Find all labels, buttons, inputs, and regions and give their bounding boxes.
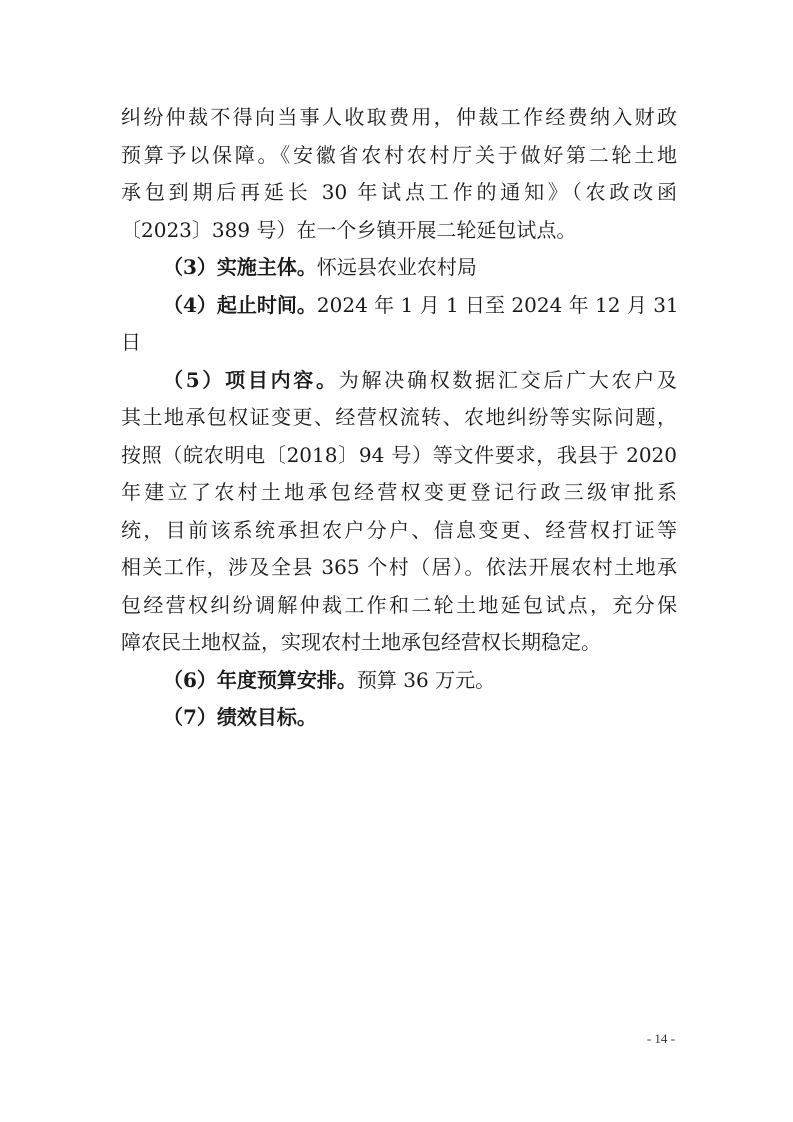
line-text: 怀远县农业农村局 <box>316 255 477 279</box>
section-heading: （4）起止时间。 <box>163 292 317 317</box>
paragraph-line <box>121 212 677 250</box>
line-text: 纠纷仲裁不得向当事人收取费用，仲裁工作经费纳入财政 <box>121 105 677 129</box>
line-text: 承包到期后再延长 30 年试点工作的通知》（农政改函 <box>121 180 677 204</box>
paragraph-line <box>121 137 677 175</box>
line-text: 为解决确权数据汇交后广大农户及 <box>338 367 677 392</box>
line-text: 预算 36 万元。 <box>356 667 496 692</box>
section-content <box>121 362 677 400</box>
line-text: 〔2023〕389 号）在一个乡镇开展二轮延包试点。 <box>121 217 577 242</box>
section-performance-goals <box>121 699 677 737</box>
paragraph-line <box>121 437 677 475</box>
section-heading: （3）实施主体。 <box>163 255 317 279</box>
paragraph-line <box>121 99 677 137</box>
paragraph-line <box>121 587 677 625</box>
line-text: 年建立了农村土地承包经营权变更登记行政三级审批系 <box>121 480 677 504</box>
paragraph-line <box>121 512 677 550</box>
page-number: - 14 - <box>646 1031 675 1046</box>
body-text <box>121 99 677 737</box>
paragraph-line <box>121 624 677 662</box>
line-text: 障农民土地权益，实现农村土地承包经营权长期稳定。 <box>121 630 601 654</box>
paragraph-line <box>121 324 677 362</box>
section-heading: （6）年度预算安排。 <box>163 667 357 692</box>
line-text: 2024 年 1 月 1 日至 2024 年 12 月 31 <box>316 292 679 317</box>
section-heading: （7）绩效目标。 <box>163 705 317 729</box>
section-budget <box>121 662 677 700</box>
line-text: 相关工作，涉及全县 365 个村（居）。依法开展农村土地承 <box>121 555 677 579</box>
paragraph-line <box>121 399 677 437</box>
line-text: 按照（皖农明电〔2018〕94 号）等文件要求，我县于 2020 <box>121 442 677 467</box>
line-text: 预算予以保障。《安徽省农村农村厅关于做好第二轮土地 <box>121 142 677 167</box>
line-text: 日 <box>121 330 141 354</box>
section-duration <box>121 287 677 325</box>
paragraph-line <box>121 474 677 512</box>
line-text: 其土地承包权证变更、经营权流转、农地纠纷等实际问题， <box>121 405 677 429</box>
section-heading: （5）项目内容。 <box>163 367 339 392</box>
paragraph-line <box>121 549 677 587</box>
line-text: 统，目前该系统承担农户分户、信息变更、经营权打证等 <box>121 517 677 542</box>
line-text: 包经营权纠纷调解仲裁工作和二轮土地延包试点，充分保 <box>121 592 677 617</box>
section-implementer <box>121 249 677 287</box>
paragraph-line <box>121 174 677 212</box>
